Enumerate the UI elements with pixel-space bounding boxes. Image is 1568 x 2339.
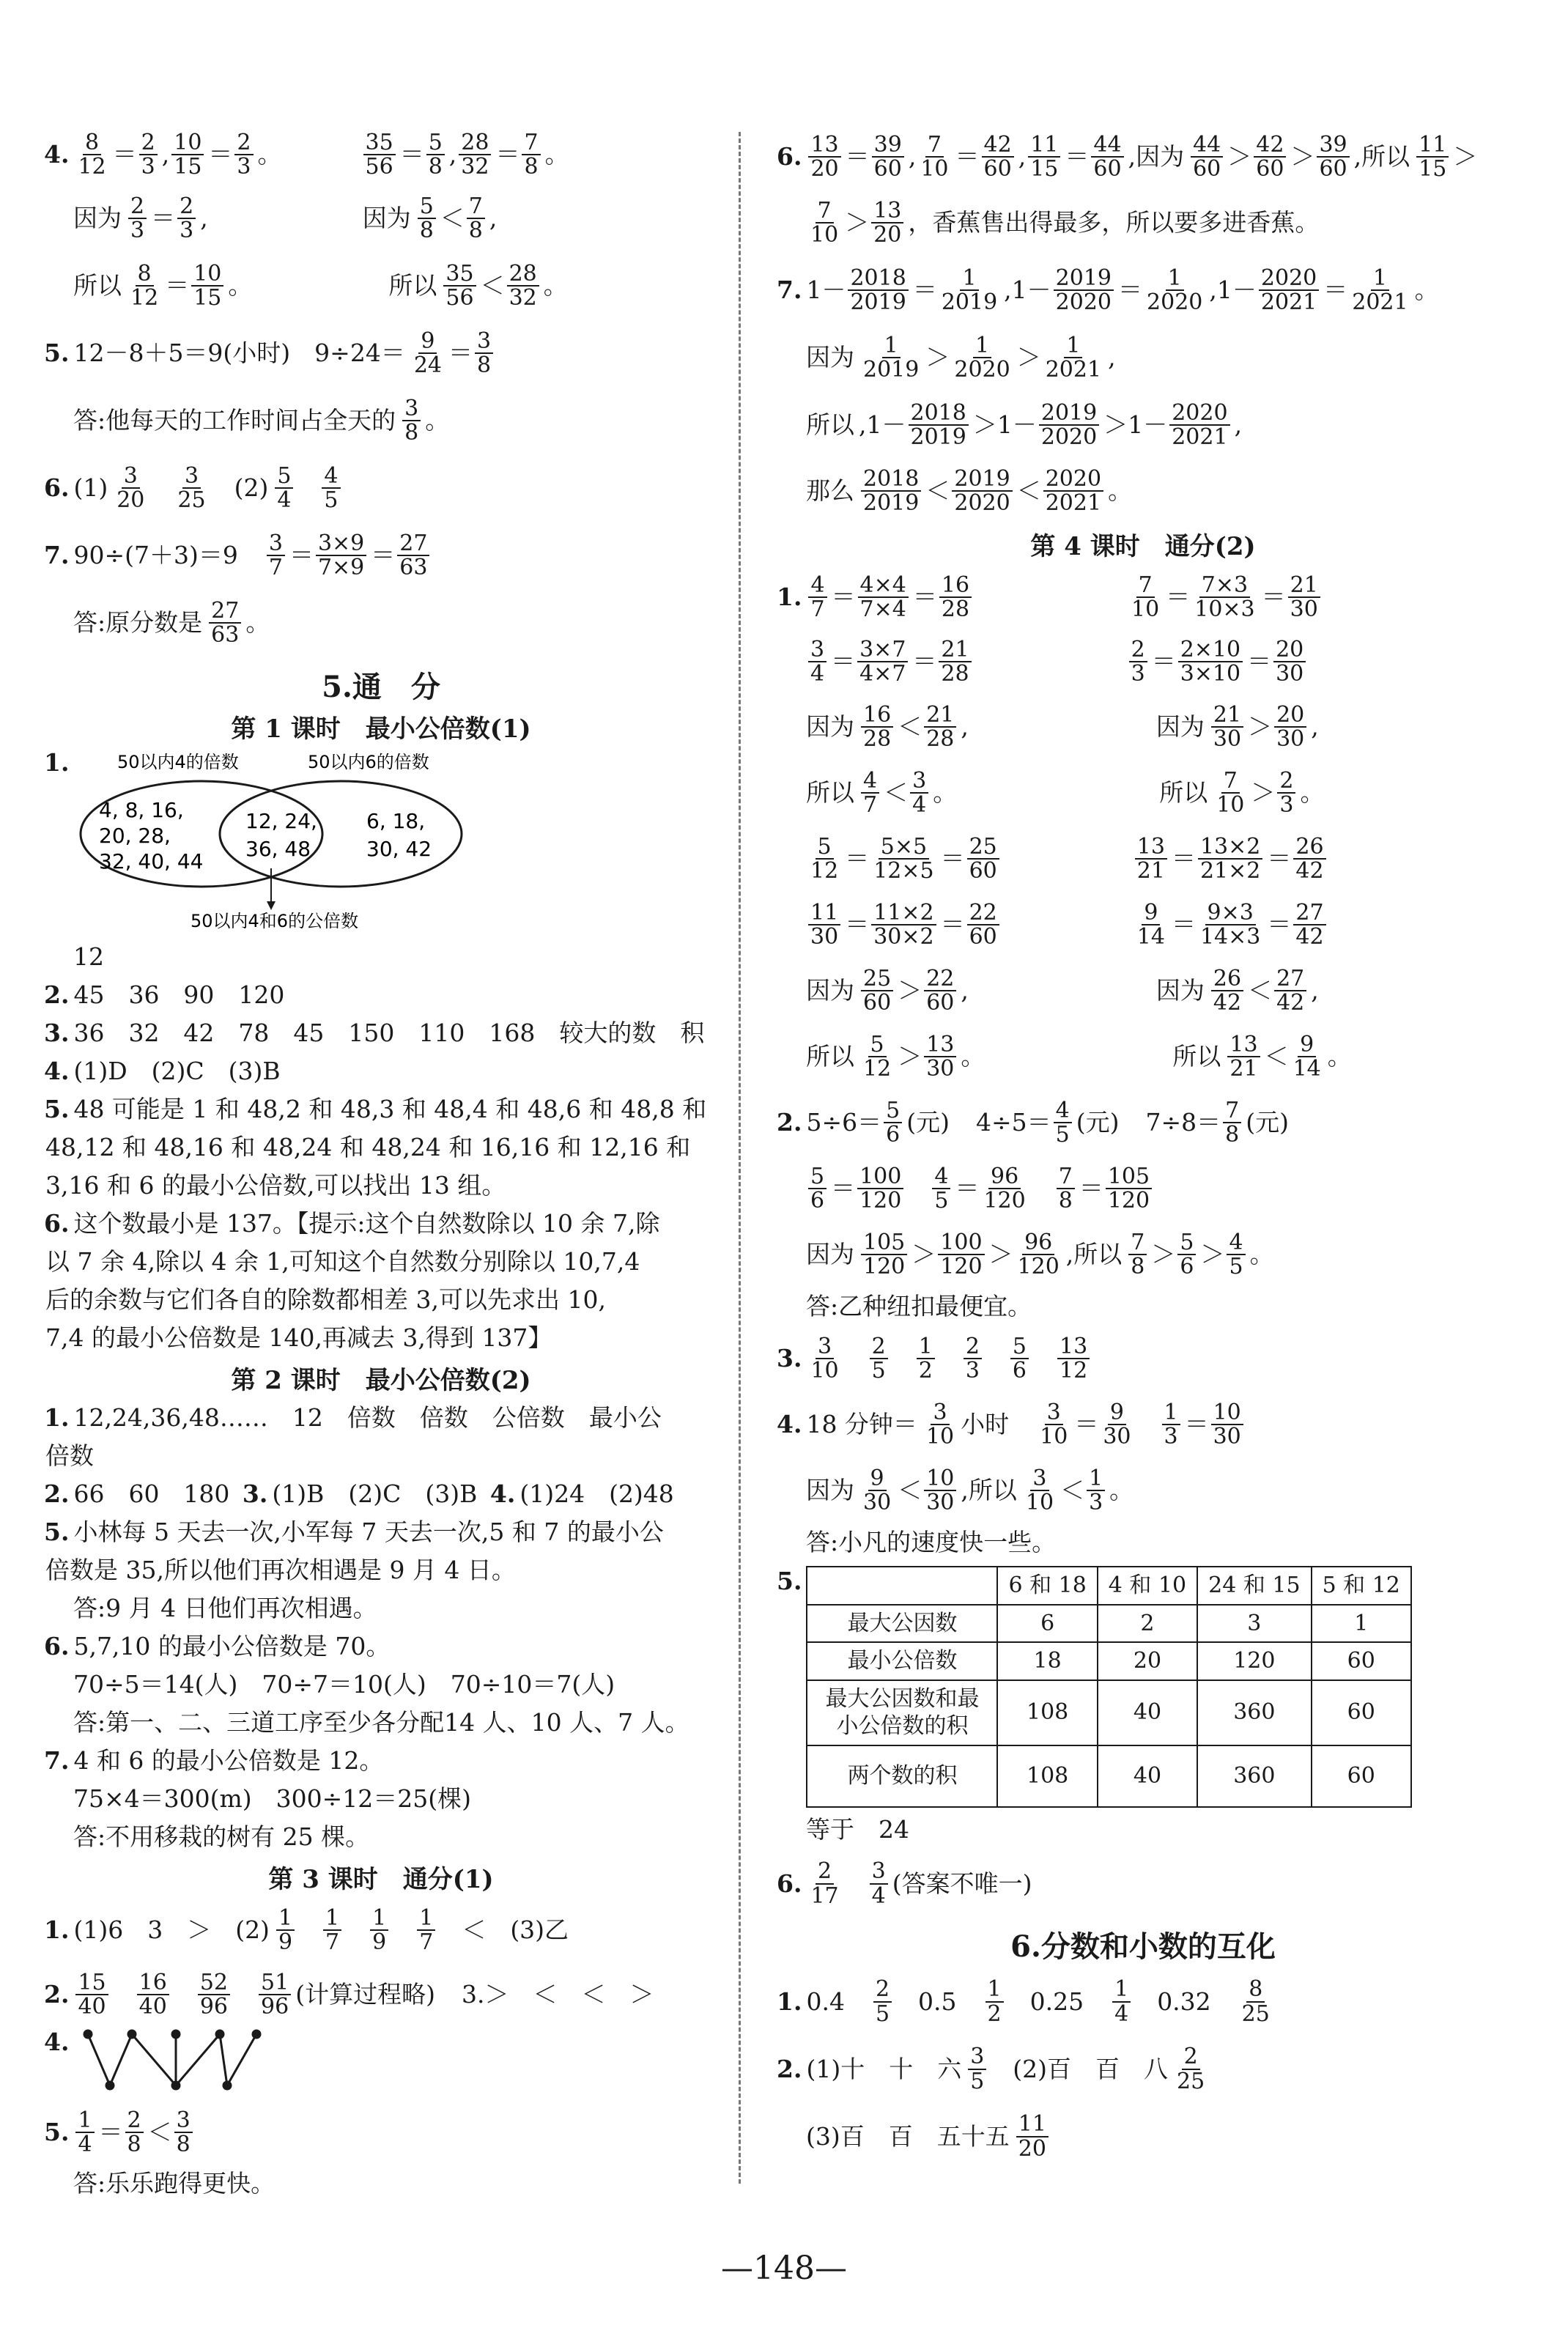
table-row xyxy=(807,1605,1410,1643)
table-header-cell: 5 和 12 xyxy=(1312,1567,1411,1605)
l3-q5: 5. $\frac{1}{4}$ ＝ $\frac{2}{8}$ ＜ $\frac{3}{8}$ xyxy=(44,2100,718,2165)
r-q6: 6. $\frac{13}{20}$ ＝ $\frac{39}{60}$ , $\frac{7}{10}$ ＝ $\frac{42}{60}$ , $\frac{11}{15}$ ＝ $\frac{44}{60}$ , 因为 $\frac{44}{60}$ ＞ $\frac{42}{60}$ ＞ $\frac{39}{60}$ , 所以 $\frac{11}{15}$ ＞ xyxy=(777,131,1478,182)
l2-q3-text: (1)B (2)C (3)B xyxy=(272,1479,478,1509)
answer-7-reply: 答:原分数是 $\frac{27}{63}$ 。 xyxy=(73,597,270,648)
table-cell: 360 xyxy=(1197,1745,1311,1807)
l2-q4-text: (1)24 (2)48 xyxy=(519,1479,674,1509)
l4-q4: 4. 18 分钟＝ $\frac{3}{10}$ 小时 $\frac{3}{10}$ ＝ $\frac{9}{30}$ $\frac{1}{3}$ ＝ $\frac{10}{30}$ xyxy=(777,1392,1509,1457)
r-q7-d: 那么 $\frac{2018}{2019}$ ＜ $\frac{2019}{2020}$ ＜ $\frac{2020}{2021}$ 。 xyxy=(806,465,1133,516)
match-line xyxy=(176,2034,220,2085)
l1-q6-d: 7,4 的最小公倍数是 140,再减去 3,得到 137】 xyxy=(45,1323,552,1353)
l2-q2-text: 66 60 180 xyxy=(73,1479,230,1509)
table-cell: 60 xyxy=(1312,1680,1411,1745)
table-cell: 3 xyxy=(1197,1605,1311,1643)
lesson-title: 第 1 课时 最小公倍数(1) xyxy=(231,714,531,744)
venn-diagram xyxy=(73,747,484,931)
q7-equation: 90÷(7＋3)＝9 xyxy=(73,541,238,570)
table-cell: 最大公因数 xyxy=(807,1605,997,1643)
therefore-text: 所以 xyxy=(968,1476,1017,1505)
section-title: 5.通 分 xyxy=(322,670,440,704)
table-cell: 两个数的积 xyxy=(807,1745,997,1807)
section-title: 6.分数和小数的互化 xyxy=(1010,1929,1276,1964)
r-q6-b: $\frac{7}{10}$ ＞ $\frac{13}{20}$ ，香蕉售出得最多，所以要多进香蕉。 xyxy=(810,197,1320,248)
l2-q7-text: 4 和 6 的最小公倍数是 12。 xyxy=(73,1746,384,1776)
page-number: —148— xyxy=(721,2250,847,2287)
l2-q7-ans: 答:不用移栽的树有 25 棵。 xyxy=(73,1822,370,1852)
l4-q1-g: 因为 $\frac{25}{60}$ ＞ $\frac{22}{60}$ , 因为 $\frac{26}{42}$ ＜ $\frac{27}{42}$ , xyxy=(806,965,1319,1016)
l3-q5-ans: 答:乐乐跑得更快。 xyxy=(73,2169,275,2198)
r-q7-c: 所以 ,1－ $\frac{2018}{2019}$ ＞1－ $\frac{2019}{2020}$ ＞1－ $\frac{2020}{2021}$ , xyxy=(806,399,1243,450)
answer-5-reply: 答:他每天的工作时间占全天的 $\frac{3}{8}$ 。 xyxy=(73,395,450,446)
table-cell: 1 xyxy=(1312,1605,1411,1643)
table-row xyxy=(807,1745,1410,1807)
right-column xyxy=(777,125,1509,2170)
venn-mid-items: 12, 24, xyxy=(245,809,318,833)
l4-q2: 2. 5÷6＝ $\frac{5}{6}$ (元) 4÷5＝ $\frac{4}{5}$ (元) 7÷8＝ $\frac{7}{8}$ (元) xyxy=(777,1097,1289,1148)
l4-q2-b: $\frac{5}{6}$ ＝ $\frac{100}{120}$ $\frac{4}{5}$ ＝ $\frac{96}{120}$ $\frac{7}{8}$ ＝ $\frac{105}{120}$ xyxy=(777,1156,1509,1222)
table-row xyxy=(807,1642,1410,1680)
q6-note: (答案不唯一) xyxy=(892,1869,1032,1898)
table-header-row xyxy=(807,1567,1410,1605)
answer-4-line2: 因为 $\frac{2}{3}$ ＝ $\frac{2}{3}$ , 因为 $\frac{5}{8}$ ＜ $\frac{7}{8}$ , xyxy=(73,193,498,243)
answer-4-line1: 4. $\frac{8}{12}$ ＝ $\frac{2}{3}$ , $\frac{10}{15}$ ＝ $\frac{2}{3}$ 。 $\frac{35}{56}$ ＝ $\frac{5}{8}$ , $\frac{28}{32}$ ＝ $\frac{7}{8}$ 。 xyxy=(44,129,569,180)
therefore-text: 所以 xyxy=(388,271,437,300)
table-cell: 6 xyxy=(997,1605,1097,1643)
answer-text: 答:他每天的工作时间占全天的 xyxy=(73,406,396,435)
table-cell: 40 xyxy=(1098,1680,1197,1745)
l2-q1: 1. 12,24,36,48…… 12 倍数 倍数 公倍数 最小公 xyxy=(44,1403,662,1433)
lesson-title: 第 4 课时 通分(2) xyxy=(1030,532,1256,561)
table-cell: 60 xyxy=(1312,1642,1411,1680)
l2-q5-b: 倍数是 35,所以他们再次相遇是 9 月 4 日。 xyxy=(45,1556,516,1585)
match-line xyxy=(88,2034,110,2085)
therefore-text: 所以 xyxy=(806,410,854,440)
unit-yuan: (元) xyxy=(906,1108,950,1137)
venn-bottom-label: 50以内4和6的公倍数 xyxy=(191,911,359,931)
table-cell: 最大公因数和最小公倍数的积 xyxy=(807,1680,997,1745)
l4-q1-f: $\frac{11}{30}$ ＝ $\frac{11\times 2}{30\times 2}$ ＝ $\frac{22}{60}$ $\frac{9}{14}$ ＝ $\frac{9\times 3}{14\times 3}$ ＝ $\frac{27}{42}$ xyxy=(777,892,1509,958)
q6-part-b: (2) xyxy=(234,473,269,503)
match-line xyxy=(227,2034,256,2085)
table-header-cell xyxy=(807,1567,997,1605)
s6-q2: 2. (1)十 十 六 $\frac{3}{5}$ (2)百 百 八 $\frac{2}{25}$ xyxy=(777,2044,1205,2094)
match-line xyxy=(110,2034,132,2085)
l2-q1-b: 倍数 xyxy=(45,1441,94,1471)
venn-right-items: 6, 18, xyxy=(366,809,426,833)
venn-left-items: 32, 40, 44 xyxy=(99,849,204,873)
l1-q6: 6. 这个数最小是 137。【提示:这个自然数除以 10 余 7,除 xyxy=(44,1209,660,1238)
l2-q6-b: 70÷5＝14(人) 70÷7＝10(人) 70÷10＝7(人) xyxy=(73,1670,615,1699)
venn-right-title: 50以内6的倍数 xyxy=(308,752,430,772)
l1-q2: 2. 45 36 90 120 xyxy=(44,980,285,1010)
therefore-text: 所以 xyxy=(1073,1240,1123,1269)
s6-q2-part-c: (3)百 百 五十五 xyxy=(806,2121,1010,2151)
l1-q6-text: 这个数最小是 137。【提示:这个自然数除以 10 余 7,除 xyxy=(73,1209,660,1238)
l4-q1-d: 所以 $\frac{4}{7}$ ＜ $\frac{3}{4}$ 。 所以 $\frac{7}{10}$ ＞ $\frac{2}{3}$ 。 xyxy=(806,767,1325,818)
because-text: 因为 xyxy=(806,343,854,372)
l4-q4-b: 因为 $\frac{9}{30}$ ＜ $\frac{10}{30}$ , 所以 $\frac{3}{10}$ ＜ $\frac{1}{3}$ 。 xyxy=(806,1465,1134,1515)
l2-q5-ans: 答:9 月 4 日他们再次相遇。 xyxy=(73,1594,377,1623)
l4-q1-b: $\frac{3}{4}$ ＝ $\frac{3\times 7}{4\times 7}$ ＝ $\frac{21}{28}$ $\frac{2}{3}$ ＝ $\frac{2\times 10}{3\times 10}$ ＝ $\frac{20}{30}$ xyxy=(777,629,1509,694)
answer-4-line3: 所以 $\frac{8}{12}$ ＝ $\frac{10}{15}$ 。 所以 $\frac{35}{56}$ ＜ $\frac{28}{32}$ 。 xyxy=(73,260,568,311)
because-text: 因为 xyxy=(362,204,411,233)
l1-q3-text: 36 32 42 78 45 150 110 168 较大的数 积 xyxy=(73,1019,705,1048)
table-header-cell: 4 和 10 xyxy=(1098,1567,1197,1605)
left-column xyxy=(44,125,718,2203)
l1-q2-text: 45 36 90 120 xyxy=(73,980,285,1010)
l2-q7-b: 75×4＝300(m) 300÷12＝25(棵) xyxy=(73,1784,472,1814)
decimal-value: 0.4 xyxy=(806,1987,845,2016)
l3-q4: 4. xyxy=(44,2027,718,2100)
answer-text: 答:原分数是 xyxy=(73,608,203,638)
because-text: 因为 xyxy=(806,1240,854,1269)
table-cell: 20 xyxy=(1098,1642,1197,1680)
l2-q2-4: 2. 66 60 180 3. (1)B (2)C (3)B 4. (1)24 (2)48 xyxy=(44,1479,674,1509)
l3-q1: 1. (1)6 3 ＞ (2) $\frac{1}{9}$ $\frac{1}{7}$ $\frac{1}{9}$ $\frac{1}{7}$ ＜ (3)乙 xyxy=(44,1904,569,1955)
l4-q6: 6. $\frac{2}{17}$ $\frac{3}{4}$ (答案不唯一) xyxy=(777,1858,1032,1909)
l4-q5: 5. 6 和 18 4 和 10 24 和 15 5 和 12 最大公因数 6 2 3 1 最小公倍数 18 20 120 60 最大公因数和最小公倍数的积 108 40 360 60 两个数的积 108 40 360 60 xyxy=(777,1566,1509,1808)
because-text: 因为 xyxy=(1136,142,1185,171)
because-text: 因为 xyxy=(806,976,854,1005)
l3-q2-note: (计算过程略) xyxy=(295,1980,435,2009)
venn-left-items: 4, 8, 16, xyxy=(99,798,185,822)
lesson-title: 第 3 课时 通分(1) xyxy=(268,1865,494,1894)
l2-q5-text: 小林每 5 天去一次,小军每 7 天去一次,5 和 7 的最小公 xyxy=(73,1518,664,1547)
lesson-title: 第 2 课时 最小公倍数(2) xyxy=(231,1366,531,1395)
table-cell: 60 xyxy=(1312,1745,1411,1807)
decimal-value: 0.32 xyxy=(1157,1987,1211,2016)
venn-left-title: 50以内4的倍数 xyxy=(117,752,240,772)
table-cell: 最小公倍数 xyxy=(807,1642,997,1680)
table-cell: 360 xyxy=(1197,1680,1311,1745)
l1-q3: 3. 36 32 42 78 45 150 110 168 较大的数 积 xyxy=(44,1019,705,1048)
table-header-cell: 24 和 15 xyxy=(1197,1567,1311,1605)
l2-q6-text: 5,7,10 的最小公倍数是 70。 xyxy=(73,1632,391,1661)
match-line xyxy=(132,2034,176,2085)
l1-q5-b: 48,12 和 48,16 和 48,24 和 48,24 和 16,16 和 12,16 和 xyxy=(45,1133,691,1162)
l3-q1-text: (1)6 3 ＞ (2) xyxy=(73,1915,270,1945)
l1-q5-text: 48 可能是 1 和 48,2 和 48,3 和 48,4 和 48,6 和 48,8 和 xyxy=(73,1095,707,1124)
answer-6: 6. (1) $\frac{3}{20}$ $\frac{3}{25}$ (2) $\frac{5}{4}$ $\frac{4}{5}$ xyxy=(44,454,718,522)
unit-yuan: (元) xyxy=(1246,1108,1289,1137)
l1-q6-c: 后的余数与它们各自的除数都相差 3,可以先求出 10, xyxy=(45,1285,606,1315)
table-row xyxy=(807,1680,1410,1745)
because-text: 因为 xyxy=(1155,712,1205,742)
table-cell: 108 xyxy=(997,1680,1097,1745)
therefore-text: 所以 xyxy=(806,1042,854,1071)
answer-5: 5. 12－8＋5＝9(小时) 9÷24＝ $\frac{9}{24}$ ＝ $\frac{3}{8}$ xyxy=(44,319,718,387)
s6-q1: 1. 0.4 $\frac{2}{5}$ 0.5 $\frac{1}{2}$ 0.25 $\frac{1}{4}$ 0.32 $\frac{8}{25}$ xyxy=(777,1976,1270,2027)
therefore-text: 所以 xyxy=(1159,778,1208,808)
answer-7: 7. 90÷(7＋3)＝9 $\frac{3}{7}$ ＝ $\frac{3\times 9}{7\times 9}$ ＝ $\frac{27}{63}$ xyxy=(44,522,718,589)
l2-q7: 7. 4 和 6 的最小公倍数是 12。 xyxy=(44,1746,384,1776)
l2-q6: 6. 5,7,10 的最小公倍数是 70。 xyxy=(44,1632,391,1661)
l4-q1-h: 所以 $\frac{5}{12}$ ＞ $\frac{13}{30}$ 。 所以 $\frac{13}{21}$ ＜ $\frac{9}{14}$ 。 xyxy=(806,1031,1352,1082)
because-text: 因为 xyxy=(806,1476,854,1505)
l1-q5-c: 3,16 和 6 的最小公倍数,可以找出 13 组。 xyxy=(45,1171,506,1200)
venn-right-ellipse xyxy=(220,781,462,887)
q4-minutes: 18 分钟＝ xyxy=(806,1410,917,1439)
unit-yuan: (元) xyxy=(1076,1108,1120,1137)
table-header-cell: 6 和 18 xyxy=(997,1567,1097,1605)
l1-q4-text: (1)D (2)C (3)B xyxy=(73,1057,281,1086)
l2-q6-ans: 答:第一、二、三道工序至少各分配14 人、10 人、7 人。 xyxy=(73,1708,689,1737)
table-cell: 108 xyxy=(997,1745,1097,1807)
venn-arrow-head xyxy=(267,901,275,910)
l2-q5: 5. 小林每 5 天去一次,小军每 7 天去一次,5 和 7 的最小公 xyxy=(44,1518,664,1547)
table-cell: 18 xyxy=(997,1642,1097,1680)
l4-q1-e: $\frac{5}{12}$ ＝ $\frac{5\times 5}{12\times 5}$ ＝ $\frac{25}{60}$ $\frac{13}{21}$ ＝ $\frac{13\times 2}{21\times 2}$ ＝ $\frac{26}{42}$ xyxy=(777,826,1509,892)
l2-q1-text: 12,24,36,48…… 12 倍数 倍数 公倍数 最小公 xyxy=(73,1403,662,1433)
l3-q1-text-b: ＜ (3)乙 xyxy=(462,1915,569,1945)
q5-equation: 12－8＋5＝9(小时) 9÷24＝ xyxy=(73,339,405,368)
table-cell: 40 xyxy=(1098,1745,1197,1807)
l1-q5: 5. 48 可能是 1 和 48,2 和 48,3 和 48,4 和 48,6 和 48,8 和 xyxy=(44,1095,707,1124)
therefore-text: 所以 xyxy=(806,778,854,808)
because-text: 因为 xyxy=(73,204,122,233)
s6-q2-c: (3)百 百 五十五 $\frac{11}{20}$ xyxy=(777,2103,1509,2170)
comparison-table xyxy=(806,1566,1411,1808)
l1-q1-answer: 12 xyxy=(73,942,104,972)
l4-q3: 3. $\frac{3}{10}$ $\frac{2}{5}$ $\frac{1}{2}$ $\frac{2}{3}$ $\frac{5}{6}$ $\frac{13}{12}$ xyxy=(777,1326,1509,1392)
because-text: 因为 xyxy=(806,712,854,742)
therefore-text: 所以 xyxy=(73,271,122,300)
l3-q3-text: 3.＞ ＜ ＜ ＞ xyxy=(461,1980,654,2009)
l3-q2: 2. $\frac{15}{40}$ $\frac{16}{40}$ $\frac{52}{96}$ $\frac{51}{96}$ (计算过程略) 3.＞ ＜ ＜ ＞ xyxy=(44,1969,654,2020)
table-cell: 120 xyxy=(1197,1642,1311,1680)
q4-hour: 小时 xyxy=(961,1410,1010,1439)
matching-diagram xyxy=(73,2027,293,2093)
then-text: 那么 xyxy=(806,476,854,506)
s6-q2-part-b: (2)百 百 八 xyxy=(1013,2054,1169,2083)
because-text: 因为 xyxy=(1155,976,1205,1005)
l4-q2-c: 因为 $\frac{105}{120}$ ＞ $\frac{100}{120}$ ＞ $\frac{96}{120}$ , 所以 $\frac{7}{8}$ ＞ $\frac{5}{6}$ ＞ $\frac{4}{5}$ 。 xyxy=(806,1229,1274,1279)
s6-q2-part-a: (1)十 十 六 xyxy=(806,2054,962,2083)
table-cell: 2 xyxy=(1098,1605,1197,1643)
therefore-text: 所以 xyxy=(1172,1042,1221,1071)
r-q7: 7. 1－ $\frac{2018}{2019}$ ＝ $\frac{1}{2019}$ ,1－ $\frac{2019}{2020}$ ＝ $\frac{1}{2020}$ ,1－ $\frac{2020}{2021}$ ＝ $\frac{1}{2021}$ 。 xyxy=(777,265,1439,315)
therefore-text: 所以 xyxy=(1361,142,1410,171)
l4-q1-a: 1. $\frac{4}{7}$ ＝ $\frac{4\times 4}{7\times 4}$ ＝ $\frac{16}{28}$ $\frac{7}{10}$ ＝ $\frac{7\times 3}{10\times 3}$ ＝ $\frac{21}{30}$ xyxy=(777,565,1509,629)
venn-left-items: 20, 28, xyxy=(99,824,171,848)
r-q7-b: 因为 $\frac{1}{2019}$ ＞ $\frac{1}{2020}$ ＞ $\frac{1}{2021}$ , xyxy=(806,332,1116,383)
banana-text: ，香蕉售出得最多，所以要多进香蕉。 xyxy=(908,208,1320,237)
venn-mid-items: 36, 48 xyxy=(245,837,311,861)
l1-q6-b: 以 7 余 4,除以 4 余 1,可知这个自然数分别除以 10,7,4 xyxy=(45,1247,640,1276)
l1-q4: 4. (1)D (2)C (3)B xyxy=(44,1057,281,1086)
decimal-value: 0.25 xyxy=(1029,1987,1084,2016)
column-divider xyxy=(739,132,741,2184)
l4-q4-ans: 答:小凡的速度快一些。 xyxy=(806,1528,1057,1557)
l4-q2-ans: 答:乙种纽扣最便宜。 xyxy=(806,1292,1032,1321)
q6-part-a: (1) xyxy=(73,473,108,503)
venn-right-items: 30, 42 xyxy=(366,837,432,861)
l4-q5-eq: 等于 24 xyxy=(806,1814,909,1844)
decimal-value: 0.5 xyxy=(918,1987,957,2016)
match-line xyxy=(220,2034,227,2085)
l4-q1-c: 因为 $\frac{16}{28}$ ＜ $\frac{21}{28}$ , 因为 $\frac{21}{30}$ ＞ $\frac{20}{30}$ , xyxy=(806,701,1319,752)
venn-question: 1. 50以内4的倍数 50以内6的倍数 4, 8, 16, 20, 28, 32, 40, 44 12, 24, 36, 48 6, 18, 30, 42 50以内4和6的公倍数 xyxy=(44,747,718,938)
